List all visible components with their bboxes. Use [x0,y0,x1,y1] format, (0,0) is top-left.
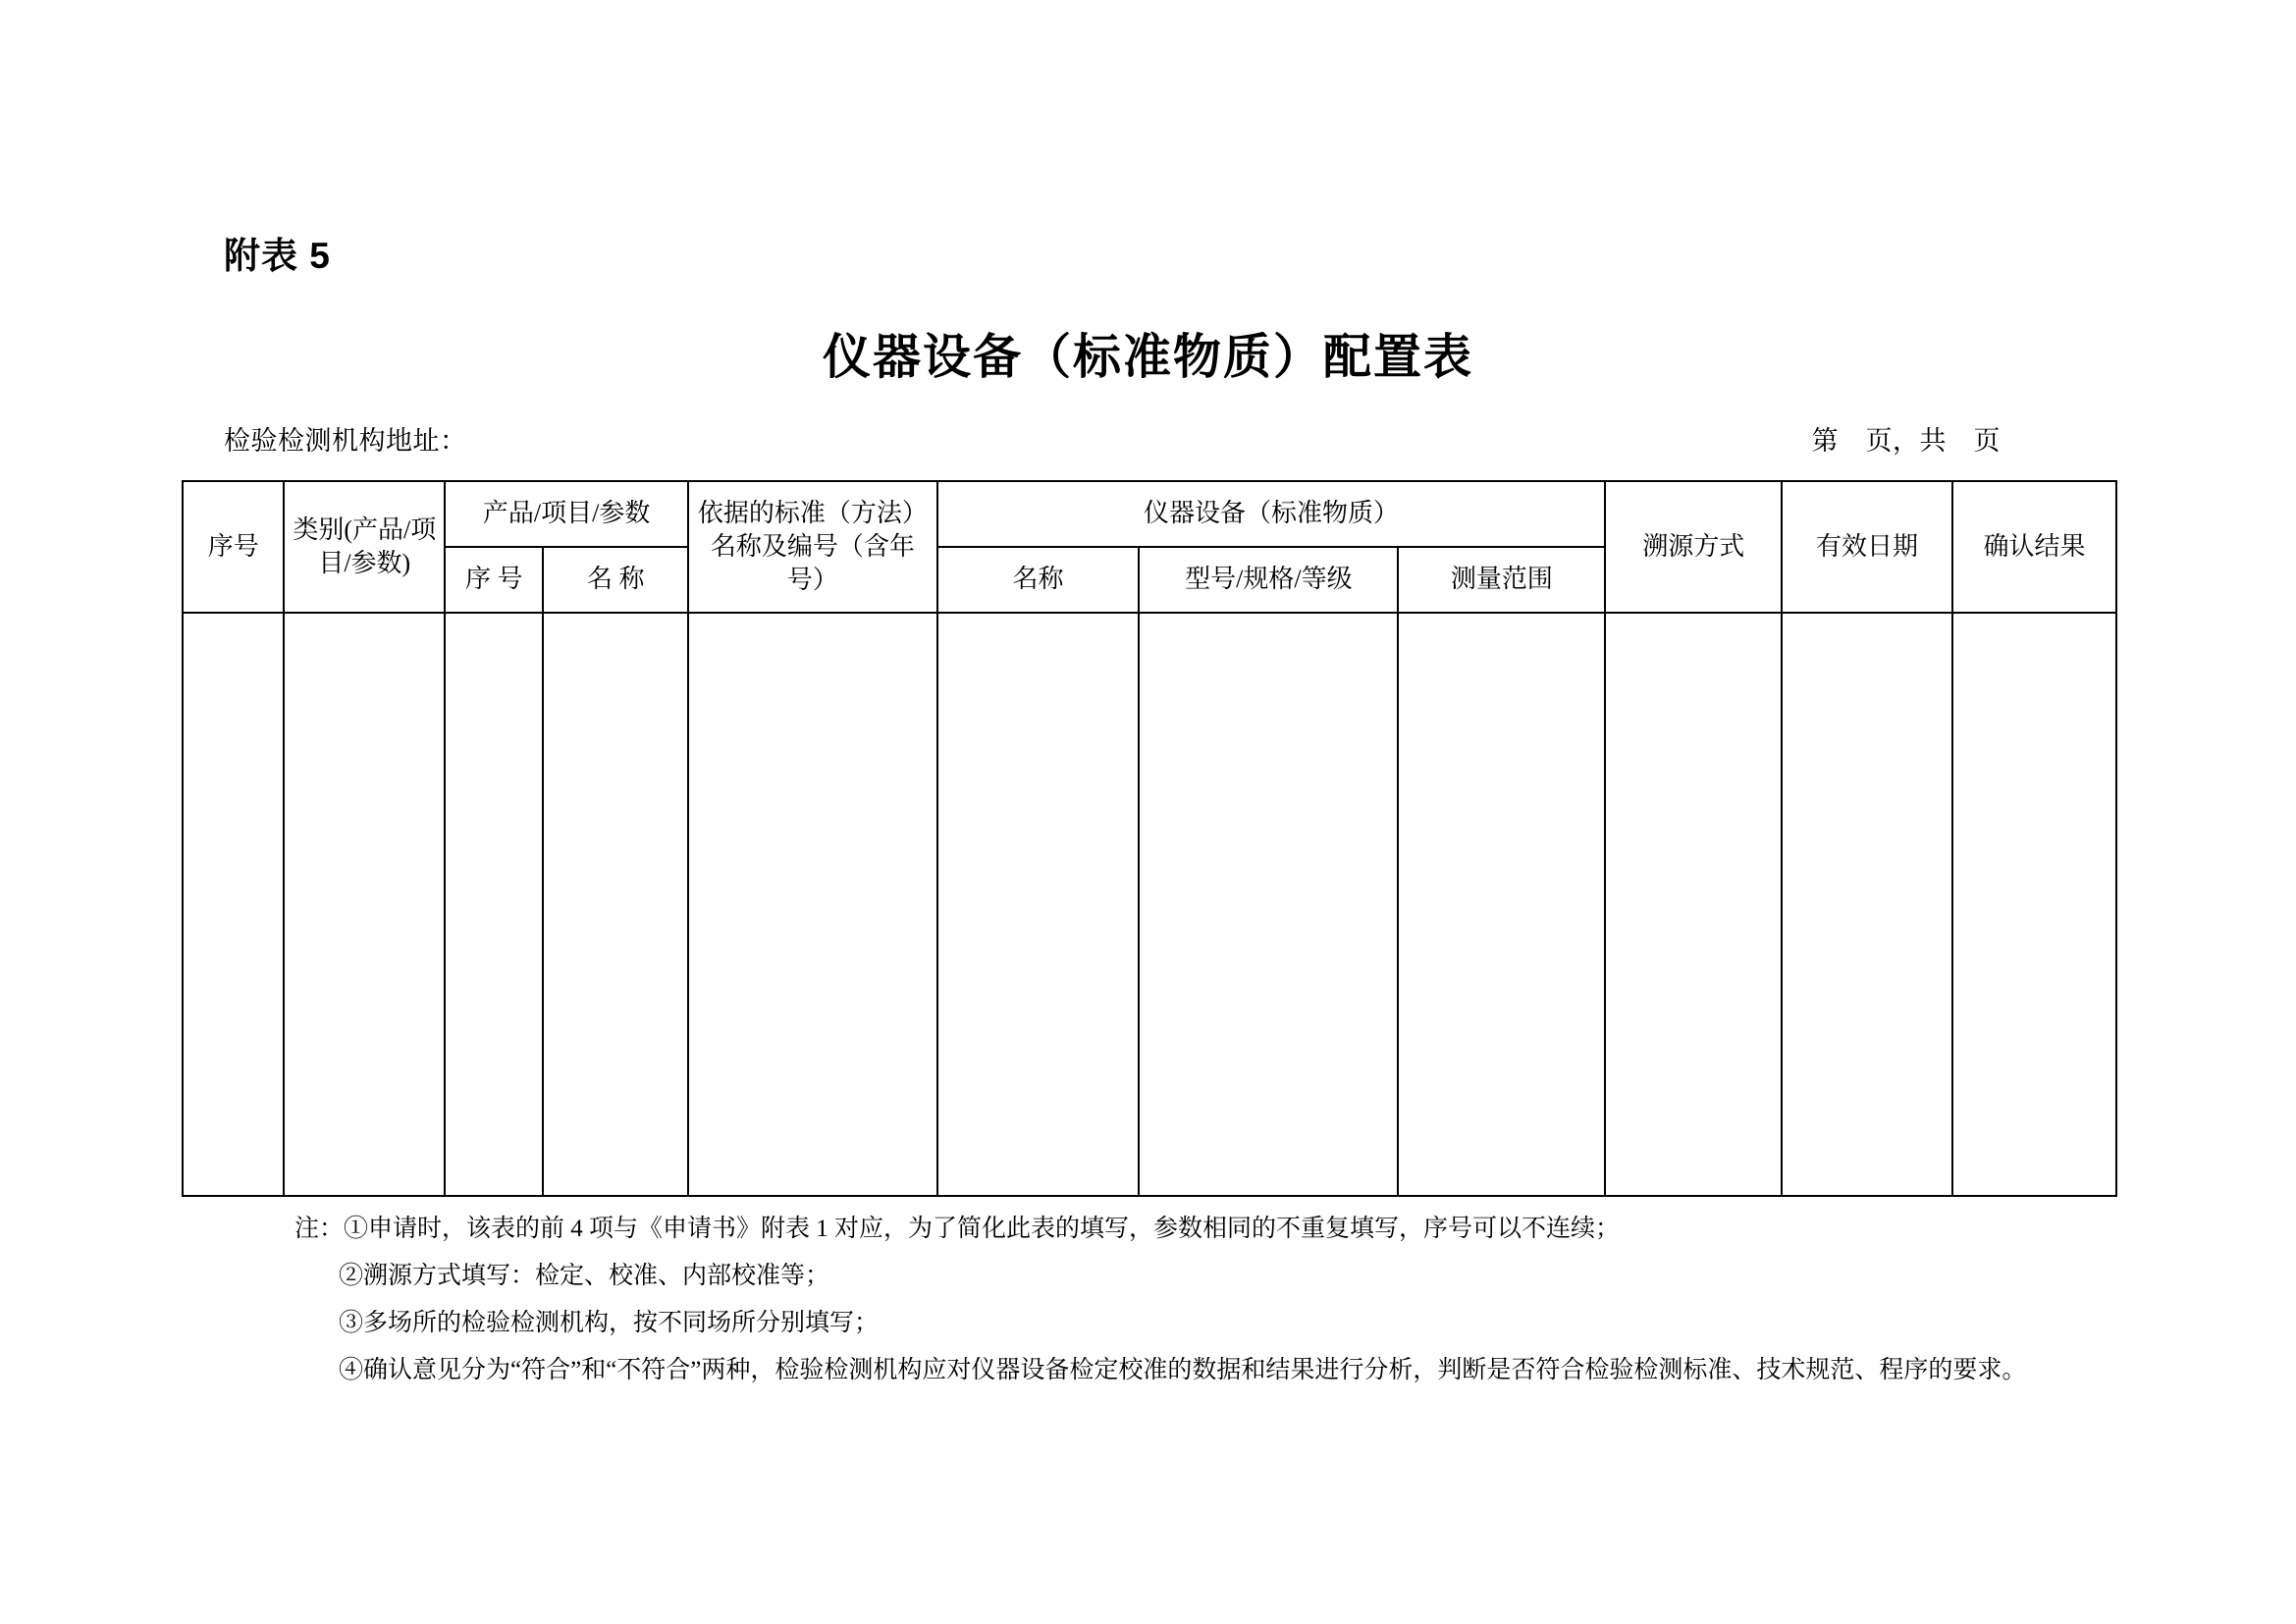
cell-equipment-range[interactable] [1398,613,1605,1196]
table-row [183,613,2116,1196]
page-indicator: 第 页，共 页 [1811,426,2001,456]
cell-category[interactable] [284,613,445,1196]
header-confirm-result: 确认结果 [1952,481,2116,613]
table-header-row-1 [183,481,2116,547]
cell-standard-basis[interactable] [688,613,936,1196]
cell-valid-date[interactable] [1782,613,1952,1196]
header-equipment-group: 仪器设备（标准物质） [937,481,1606,547]
header-equipment-range: 测量范围 [1398,547,1605,613]
note-item-2: ②溯源方式填写：检定、校准、内部校准等； [339,1263,830,1289]
header-seq-no: 序号 [183,481,284,613]
cell-product-name[interactable] [543,613,688,1196]
equipment-configuration-table-wrapper [182,480,2117,1197]
cell-product-seq-no[interactable] [445,613,543,1196]
header-valid-date: 有效日期 [1782,481,1952,613]
form-number-label: 附表 5 [224,236,331,276]
cell-equipment-model[interactable] [1139,613,1398,1196]
equipment-configuration-table [182,480,2117,1197]
institution-address-label: 检验检测机构地址： [224,426,467,456]
notes-block [294,1206,2218,1394]
table-meta-row [224,419,2118,458]
page-title: 仪器设备（标准物质）配置表 [822,331,1473,384]
cell-seq-no[interactable] [183,613,284,1196]
header-product-group: 产品/项目/参数 [445,481,688,547]
header-product-seq-no: 序 号 [445,547,543,613]
note-item-1: 注：①申请时，该表的前 4 项与《申请书》附表 1 对应，为了简化此表的填写，参数相同的不重复填写，序号可以不连续； [294,1216,1621,1242]
cell-confirm-result[interactable] [1952,613,2116,1196]
header-equipment-model: 型号/规格/等级 [1139,547,1398,613]
header-traceability: 溯源方式 [1605,481,1781,613]
header-category: 类别(产品/项目/参数) [284,481,445,613]
note-item-4: ④确认意见分为“符合”和“不符合”两种，检验检测机构应对仪器设备检定校准的数据和结果进行分析，判断是否符合检验检测标准、技术规范、程序的要求。 [339,1357,2027,1383]
cell-traceability[interactable] [1605,613,1781,1196]
header-product-name: 名 称 [543,547,688,613]
cell-equipment-name[interactable] [937,613,1140,1196]
header-standard-basis: 依据的标准（方法）名称及编号（含年号） [688,481,936,613]
header-equipment-name: 名称 [937,547,1140,613]
note-item-3: ③多场所的检验检测机构，按不同场所分别填写； [339,1310,880,1336]
